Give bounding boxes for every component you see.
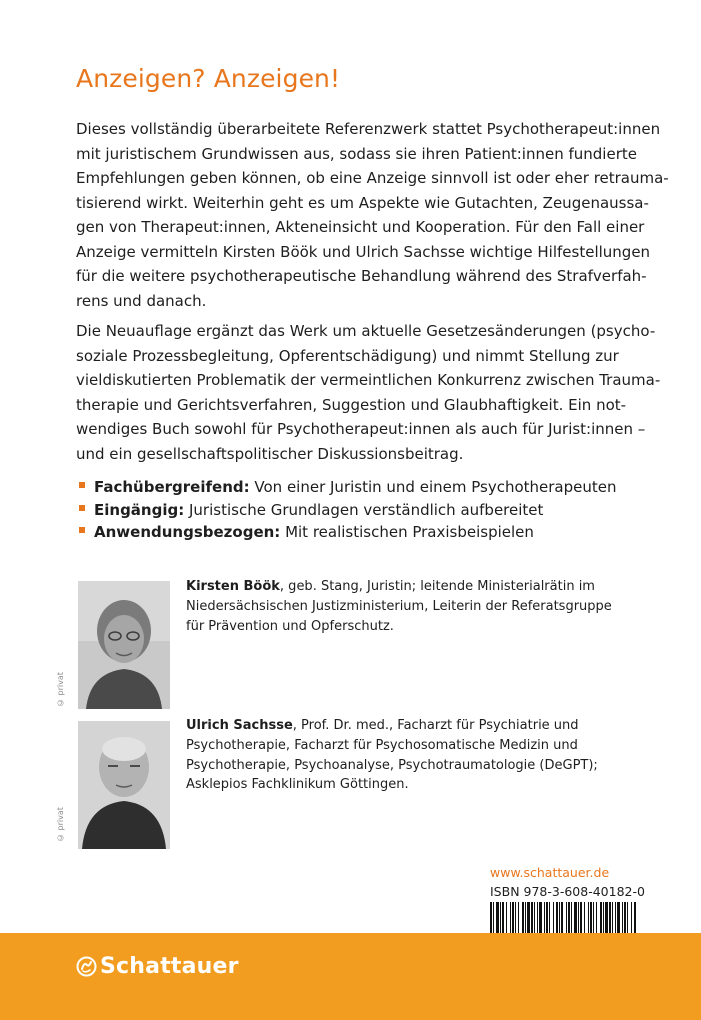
paragraph-line: für die weitere psychotherapeutische Behandlung während des Strafverfah- [76, 267, 647, 285]
bio-text: , geb. Stang, Juristin; leitende Ministerialrätin im [279, 579, 595, 594]
bio-line: Asklepios Fachklinikum Göttingen. [186, 777, 409, 793]
paragraph-line: gen von Therapeut:innen, Akteneinsicht und Kooperation. Für den Fall einer [76, 218, 645, 236]
paragraph-line: Anzeige vermitteln Kirsten Böök und Ulrich Sachsse wichtige Hilfestellungen [76, 242, 651, 261]
paragraph-line: Dieses vollständig überarbeitete Referenzwerk stattet Psychotherapeut:innen [76, 120, 661, 138]
paragraph-line: rens und danach. [76, 291, 207, 310]
author-name: Ulrich Sachsse [186, 718, 293, 733]
feature-label: Anwendungsbezogen: [94, 523, 281, 541]
page-title: Anzeigen? Anzeigen! [76, 64, 341, 93]
bio-line: Psychotherapie, Psychoanalyse, Psychotraumatologie (DeGPT); [186, 757, 598, 773]
photo-credit: © privat [56, 807, 65, 842]
author-photo-ulrich-sachsse [78, 721, 170, 849]
feature-text: Von einer Juristin und einem Psychotherapeuten [249, 478, 617, 496]
publisher-website-link[interactable]: www.schattauer.de [490, 865, 610, 880]
paragraph-line: Die Neuauflage ergänzt das Werk um aktuelle Gesetzesänderungen (psycho- [76, 322, 656, 340]
paragraph-line: wendiges Buch sowohl für Psychotherapeut:innen als auch für Jurist:innen – [76, 420, 646, 438]
barcode-icon [490, 902, 636, 933]
paragraph-line: mit juristischem Grundwissen aus, sodass sie ihren Patient:innen fundierte [76, 144, 637, 163]
paragraph-line: und ein gesellschaftspolitischer Diskussionsbeitrag. [76, 444, 464, 463]
feature-text: Mit realistischen Praxisbeispielen [280, 523, 534, 541]
bullet-square-icon [79, 505, 85, 511]
bio-line: Niedersächsischen Justizministerium, Leiterin der Referatsgruppe [186, 598, 612, 614]
publisher-name: Schattauer [100, 953, 239, 979]
paragraph-line: therapie und Gerichtsverfahren, Suggestion und Glaubhaftigkeit. Ein not- [76, 395, 627, 414]
feature-text: Juristische Grundlagen verständlich aufbereitet [184, 500, 544, 519]
author-bio-kirsten-boeoek [186, 577, 646, 636]
bio-text: , Prof. Dr. med., Facharzt für Psychiatrie und [292, 718, 579, 733]
bio-line [186, 716, 646, 736]
bullet-square-icon [79, 527, 85, 533]
author-name: Kirsten Böök [186, 579, 280, 594]
bio-line: Psychotherapie, Facharzt für Psychosomatische Medizin und [186, 737, 578, 753]
feature-list [76, 476, 616, 544]
schattauer-logo-icon [76, 956, 97, 977]
paragraph-line: tisierend wirkt. Weiterhin geht es um Aspekte wie Gutachten, Zeugenaussa- [76, 193, 649, 212]
description-paragraph-2 [76, 319, 661, 466]
paragraph-line: vieldiskutierten Problematik der vermeintlichen Konkurrenz zwischen Trauma- [76, 371, 661, 389]
feature-label: Fachübergreifend: [94, 478, 250, 496]
feature-item [76, 476, 616, 499]
author-bio-ulrich-sachsse [186, 716, 646, 795]
bullet-square-icon [79, 482, 85, 488]
paragraph-line: soziale Prozessbegleitung, Opferentschädigung) und nimmt Stellung zur [76, 346, 619, 365]
isbn-number: ISBN 978-3-608-40182-0 [490, 884, 645, 899]
bio-line: für Prävention und Opferschutz. [186, 618, 394, 634]
bio-line [186, 577, 646, 597]
author-photo-kirsten-boeoek [78, 581, 170, 709]
feature-label: Eingängig: [94, 500, 185, 519]
photo-credit: © privat [56, 672, 65, 707]
feature-item [76, 499, 616, 522]
publisher-logo [76, 953, 239, 979]
description-paragraph-1 [76, 117, 669, 313]
paragraph-line: Empfehlungen geben können, ob eine Anzeige sinnvoll ist oder eher retrauma- [76, 169, 669, 187]
feature-item [76, 521, 616, 544]
